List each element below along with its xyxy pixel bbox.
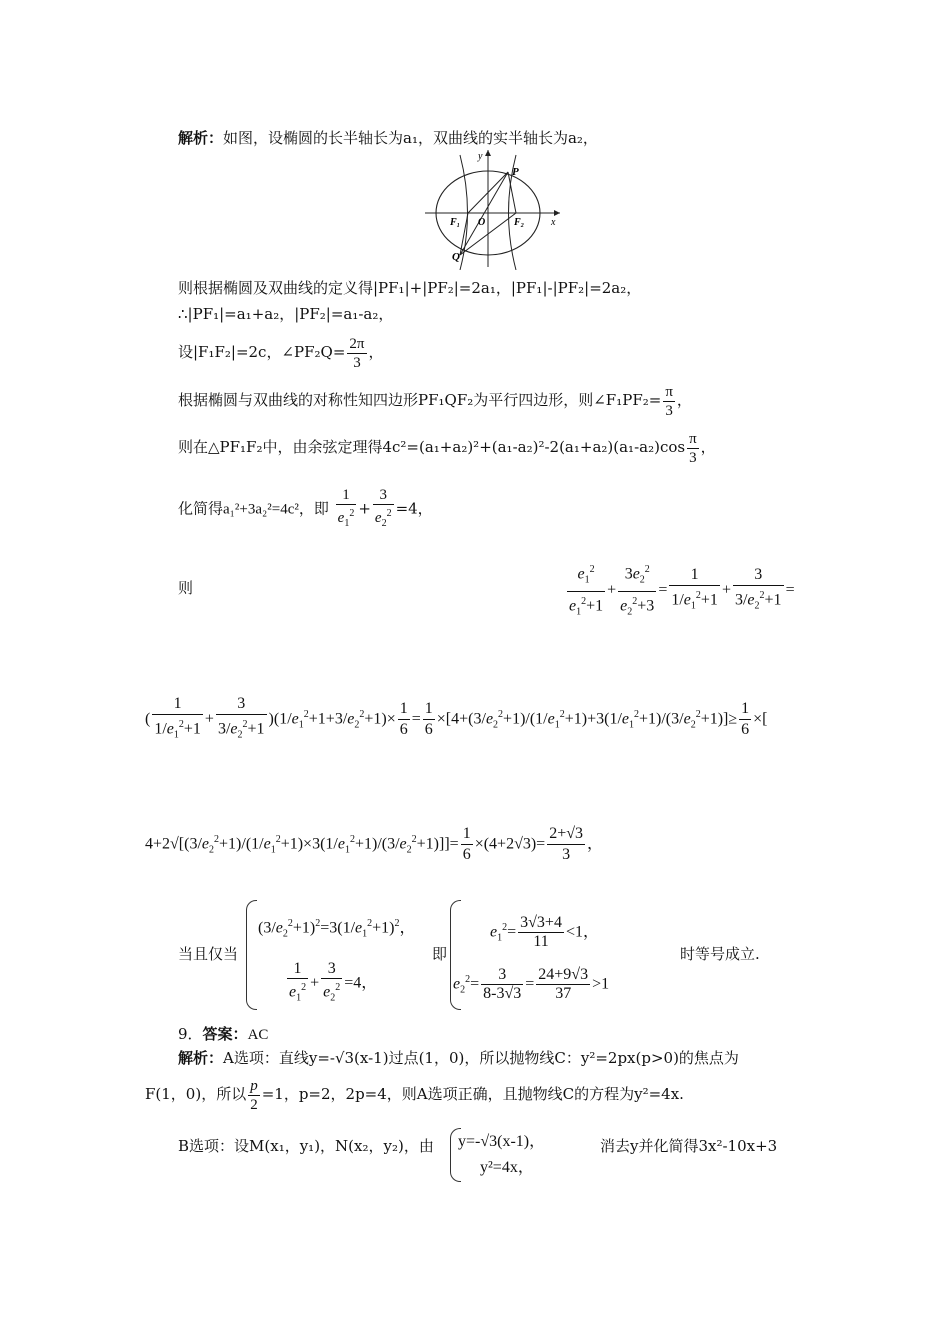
symmetry-line-text: 根据椭圆与双曲线的对称性知四边形PF₁QF₂为平行四边形，则∠F₁PF₂= (178, 391, 662, 409)
p-den: 2 (250, 1096, 258, 1113)
result-num: 2+√3 (547, 824, 585, 845)
inequality-line: ( $\frac{1}{1/e_1^2+1}$ + $\frac{3}{3/e_2^2+1}$ )$(1/e_1^2+1+3/e_2^2+1)\times$ $\frac{1}{6}$ = $\frac{1}{6}$ $\times[4+(3/e_2^2+1)/(1/e_1^2+1)+3(1/e_1^2+1)/(3/e_2^2+1)]\ge$ $\frac{1}{6}$ ×[ (145, 694, 768, 741)
label-O: O (478, 217, 486, 228)
equality-prefix: 当且仅当 (178, 945, 239, 963)
then-expression: $\frac{e_1^2}{e_1^2+1}$ + $\frac{3e_2^2}{e_2^2+3}$ = $\frac{1}{1/e_1^2+1}$ + $\frac{3}{3/e_2^2+1}$ = (565, 560, 795, 622)
simplify-mid: a₁²+3a₂²=4c²，即 (223, 501, 329, 518)
angle-line-text: 设|F₁F₂|=2c，∠PF₂Q= (178, 343, 346, 361)
distance-line: ∴|PF₁|=a₁+a₂，|PF₂|=a₁-a₂， (178, 305, 394, 323)
angle-num: 2π (349, 335, 365, 352)
e2-value: $e_2^2=$ $\frac{3}{8-3√3}$ = $\frac{24+9√3}{37}$ >1 (453, 966, 610, 1003)
bound-line: $4+2√[(3/e_2^2+1)/(1/e_1^2+1)\times 3(1/e_1^2+1)/(3/e_2^2+1)]]=$ $\frac{1}{6}$ ×(4+2√3)= $\frac{2+√3}{3}$ ， (145, 825, 604, 864)
option-b-post: 消去y并化简得3x²-10x+3 (600, 1137, 778, 1155)
answer-value: AC (247, 1027, 269, 1043)
eq-sign: = (536, 835, 546, 853)
simplify-pre: 化简得 (178, 499, 224, 518)
p-num: p (250, 1077, 258, 1094)
system-eq-1: y=-√3(x-1)， (458, 1133, 546, 1150)
label-Q: Q (452, 251, 460, 263)
result-den: 3 (562, 846, 571, 864)
e1-value: $e_1^2=$ $\frac{3√3+4}{11}$ <1， (490, 914, 599, 951)
label-x: x (551, 217, 556, 228)
cosine-line-text: 则在△PF₁F₂中，由余弦定理得4c²=(a₁+a₂)²+(a₁-a₂)²-2(a₁+a₂)(a₁-a₂)cos (178, 438, 686, 456)
answer-line (178, 1024, 268, 1045)
geq-sign: ≥ (728, 710, 738, 728)
equality-cond-2: $\frac{1}{e_1^2}$ + $\frac{3}{e_2^2}$ =4， (289, 960, 378, 1004)
simplify-line: 化简得a₁²+3a₂²=4c²，即 $\frac{1}{e_1^2}$ + $\frac{3}{e_2^2}$ =4， (178, 487, 433, 529)
equality-suffix: 时等号成立. (680, 945, 760, 963)
system-eq-2: y²=4x， (480, 1159, 534, 1176)
question-number: 9． (178, 1025, 203, 1043)
option-a-post: =1，p=2，2p=4，则A选项正确，且抛物线C的方程为y²=4x. (261, 1085, 684, 1103)
option-a-line1 (178, 1048, 739, 1068)
equality-brace-left (246, 900, 257, 1010)
cosine-line: 则在△PF₁F₂中，由余弦定理得4c²=(a₁+a₂)²+(a₁-a₂)²-2(a₁+a₂)(a₁-a₂)cos $\frac{\pi}{3}$ ， (178, 430, 716, 466)
label-P: P (512, 166, 519, 178)
label-F2: F₂ (514, 217, 525, 228)
analysis-label: 解析： (178, 129, 224, 147)
simplify-end: =4， (395, 499, 433, 518)
option-a-pre: F(1，0)，所以 (145, 1085, 247, 1103)
cos-den: 3 (689, 449, 697, 466)
symmetry-line: 根据椭圆与双曲线的对称性知四边形PF₁QF₂为平行四边形，则∠F₁PF₂= $\frac{\pi}{3}$ ， (178, 383, 692, 419)
sym-num: π (665, 383, 673, 400)
intro-text: 如图，设椭圆的长半轴长为a₁，双曲线的实半轴长为a₂， (223, 129, 598, 147)
label-y: y (478, 151, 483, 162)
answer-label: 答案： (202, 1025, 248, 1043)
sym-den: 3 (665, 402, 673, 419)
label-F1: F₁ (450, 217, 461, 228)
then-label: 则 (178, 579, 194, 597)
option-a-text1: A选项：直线y=-√3(x-1)过点(1，0)，所以抛物线C：y²=2px(p>0)的焦点为 (223, 1049, 739, 1067)
option-b-pre: B选项：设M(x₁，y₁)，N(x₂，y₂)，由 (178, 1137, 434, 1155)
analysis-label-2: 解析： (178, 1049, 224, 1067)
definition-line: 则根据椭圆及双曲线的定义得|PF₁|+|PF₂|=2a₁，|PF₁|-|PF₂|=2a₂， (178, 279, 642, 297)
ellipse-hyperbola-figure (420, 145, 570, 270)
angle-den: 3 (353, 354, 361, 371)
angle-line: 设|F₁F₂|=2c，∠PF₂Q= $\frac{2\pi}{3}$ ， (178, 335, 384, 371)
cos-num: π (689, 430, 697, 447)
equality-cond-1: $(3/e_2^2+1)^2=3(1/e_1^2+1)^2$， (258, 918, 416, 940)
equivalent-label: 即 (432, 945, 448, 963)
option-a-line2 (145, 1072, 684, 1116)
